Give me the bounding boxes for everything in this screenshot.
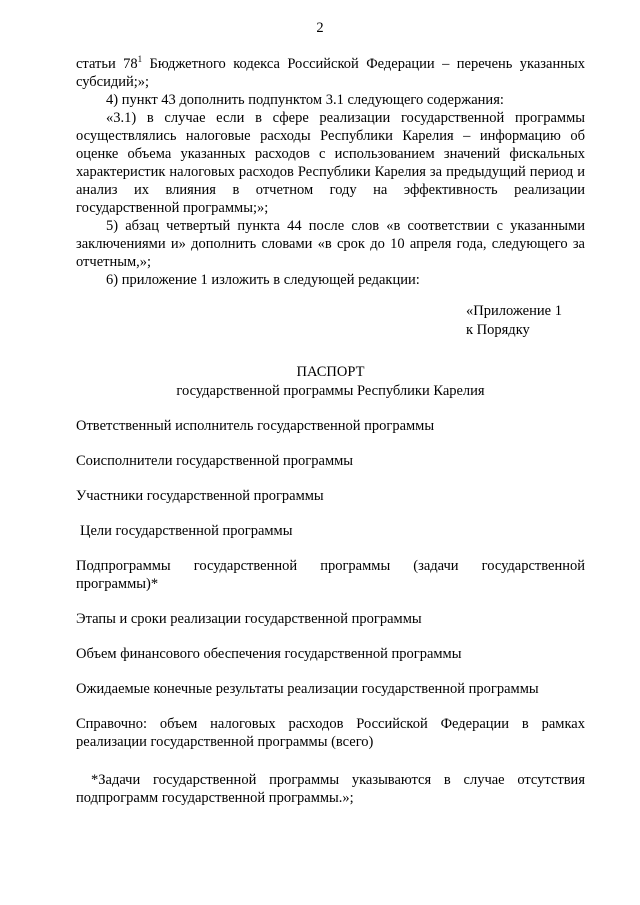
footnote: *Задачи государственной программы указываются в случае отсутствия подпрограмм государственной программы.»; (76, 772, 585, 806)
paragraph-continuation-start: статьи 78 (76, 56, 138, 72)
paragraph-continuation-end: Бюджетного кодекса Российской Федерации – перечень указанных субсидий;»; (76, 56, 585, 90)
passport-item-participants: Участники государственной программы (76, 488, 324, 504)
appendix-header (466, 302, 585, 340)
page-number: 2 (316, 20, 324, 36)
passport-item-co-executors: Соисполнители государственной программы (76, 453, 354, 469)
paragraph-item-6: 6) приложение 1 изложить в следующей редакции: (106, 272, 420, 288)
passport-item-funding: Объем финансового обеспечения государственной программы (76, 646, 462, 662)
paragraph-item-3-1: «3.1) в случае если в сфере реализации государственной программы осуществлялись налоговые расходы Республики Карелия – информацию об оценке объема указанных расходов с использованием значений фискальных характеристик налоговых расходов Республики Карелия за предыдущий период и анализ их влияния в отчетном году на эффективность реализации государственной программы;»; (76, 110, 585, 216)
passport-title: ПАСПОРТ (296, 364, 365, 380)
paragraph-item-5: 5) абзац четвертый пункта 44 после слов «в соответствии с указанными заключениями и» дополнить словами «в срок до 10 апреля года, следующего за отчетным,»; (76, 218, 585, 270)
passport-subtitle: государственной программы Республики Карелия (176, 383, 485, 399)
paragraph-continuation (76, 55, 585, 91)
paragraph-item-4: 4) пункт 43 дополнить подпунктом 3.1 следующего содержания: (106, 92, 504, 108)
appendix-line-1: «Приложение 1 (466, 303, 562, 319)
appendix-line-2: к Порядку (466, 322, 530, 338)
passport-item-goals: Цели государственной программы (80, 523, 293, 539)
passport-item-stages: Этапы и сроки реализации государственной программы (76, 611, 422, 627)
superscript-index: 1 (137, 54, 143, 65)
passport-item-responsible: Ответственный исполнитель государственной программы (76, 418, 435, 434)
document-body (76, 55, 585, 807)
passport-item-tax-expenditures: Справочно: объем налоговых расходов Российской Федерации в рамках реализации государственной программы (всего) (76, 716, 585, 750)
passport-heading (76, 363, 585, 401)
passport-item-results: Ожидаемые конечные результаты реализации государственной программы (76, 681, 539, 697)
passport-item-subprograms: Подпрограммы государственной программы (задачи государственной программы)* (76, 558, 585, 592)
